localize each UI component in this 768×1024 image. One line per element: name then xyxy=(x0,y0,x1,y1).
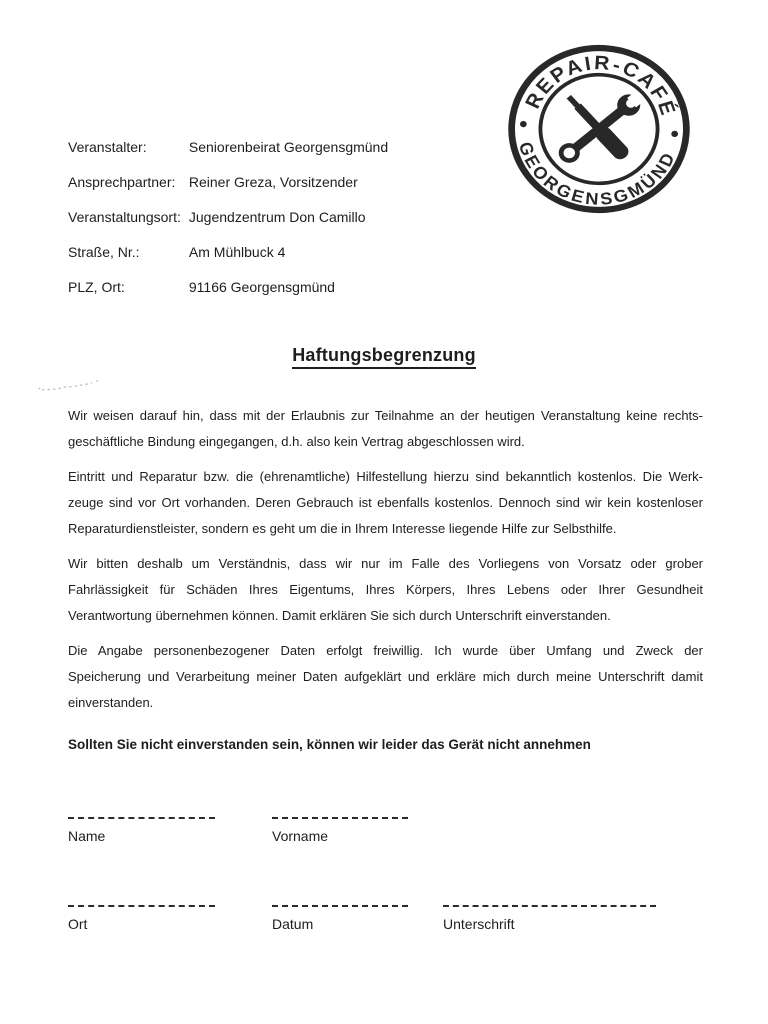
signature-label: Datum xyxy=(272,916,314,932)
signature-dashed-line xyxy=(68,905,215,907)
title-row xyxy=(0,345,768,369)
signature-field-unterschrift xyxy=(443,905,656,932)
info-value: Seniorenbeirat Georgensgmünd xyxy=(188,139,389,155)
info-row-ansprechpartner xyxy=(68,165,388,200)
stamp-graphic xyxy=(503,40,695,218)
signature-label: Unterschrift xyxy=(443,916,515,932)
signature-dashed-line xyxy=(272,817,408,819)
signature-field-name xyxy=(68,817,215,844)
info-label: PLZ, Ort: xyxy=(68,279,125,295)
paragraph-no-contract xyxy=(68,403,703,455)
info-label: Straße, Nr.: xyxy=(68,244,140,260)
document-body xyxy=(68,403,703,758)
info-row-veranstalter xyxy=(68,130,388,165)
paragraph-line: einverstanden. xyxy=(68,695,154,710)
paragraph-line: Wir weisen darauf hin, dass mit der Erlaubnis zur Teilnahme an der heutigen Veranstaltung keine rechts- xyxy=(68,408,703,423)
signature-dashed-line xyxy=(68,817,215,819)
consent-refusal-note: Sollten Sie nicht einverstanden sein, können wir leider das Gerät nicht annehmen xyxy=(68,737,591,752)
signature-label: Ort xyxy=(68,916,88,932)
signature-label: Name xyxy=(68,828,106,844)
paragraph-line: Reparaturdienstleister, sondern es geht um die in Ihrem Interesse liegende Hilfe zur Selbsthilfe. xyxy=(68,521,617,536)
paragraph-line: Eintritt und Reparatur bzw. die (ehrenamtliche) Hilfestellung hierzu sind bekanntlich kostenlos. Die Werk- xyxy=(68,469,703,484)
info-value: Am Mühlbuck 4 xyxy=(188,244,286,260)
info-value: Jugendzentrum Don Camillo xyxy=(188,209,366,225)
stamp-left-dot xyxy=(520,121,527,128)
signature-label: Vorname xyxy=(272,828,329,844)
info-value: 91166 Georgensgmünd xyxy=(188,279,335,295)
paragraph-data-privacy xyxy=(68,638,703,716)
paragraph-line: geschäftliche Bindung eingegangen, d.h. also kein Vertrag abgeschlossen wird. xyxy=(68,434,525,449)
info-row-plz-ort xyxy=(68,270,388,305)
info-row-veranstaltungsort xyxy=(68,200,388,235)
signature-field-datum xyxy=(272,905,408,932)
signature-field-ort xyxy=(68,905,215,932)
stamp-top-text: REPAIR-CAFÉ xyxy=(521,52,680,120)
paragraph-line: Fahrlässigkeit für Schäden Ihres Eigentums, Ihres Körpers, Ihres Lebens oder Ihrer Gesundheit xyxy=(68,582,703,597)
page-title: Haftungsbegrenzung xyxy=(292,345,476,369)
event-info-block xyxy=(68,130,388,305)
pencil-scribble-mark xyxy=(38,374,102,396)
paragraph-line: Verantwortung übernehmen können. Damit erklären Sie sich durch Unterschrift einverstanden. xyxy=(68,608,611,623)
signature-dashed-line xyxy=(272,905,408,907)
paragraph-line: Die Angabe personenbezogener Daten erfolgt freiwillig. Ich wurde über Umfang und Zweck der xyxy=(68,643,703,658)
info-row-strasse xyxy=(68,235,388,270)
paragraph-line: Speicherung und Verarbeitung meiner Daten aufgeklärt und erkläre mich durch meine Unterschrift damit xyxy=(68,669,703,684)
info-label: Veranstaltungsort: xyxy=(68,209,181,225)
repair-cafe-stamp xyxy=(503,40,695,218)
signature-field-vorname xyxy=(272,817,408,844)
paragraph-line: Wir bitten deshalb um Verständnis, dass wir nur im Falle des Vorliegens von Vorsatz oder grober xyxy=(68,556,703,571)
paragraph-free-of-charge xyxy=(68,464,703,542)
info-value: Reiner Greza, Vorsitzender xyxy=(188,174,358,190)
stamp-bottom-text: GEORGENSGMÜND xyxy=(514,139,681,209)
signature-dashed-line xyxy=(443,905,656,907)
info-label: Ansprechpartner: xyxy=(68,174,176,190)
info-label: Veranstalter: xyxy=(68,139,147,155)
paragraph-liability xyxy=(68,551,703,629)
stamp-right-dot xyxy=(671,131,678,138)
paragraph-line: zeuge sind vor Ort vorhanden. Deren Gebrauch ist ebenfalls kostenlos. Dennoch sind wir kein kostenloser xyxy=(68,495,703,510)
